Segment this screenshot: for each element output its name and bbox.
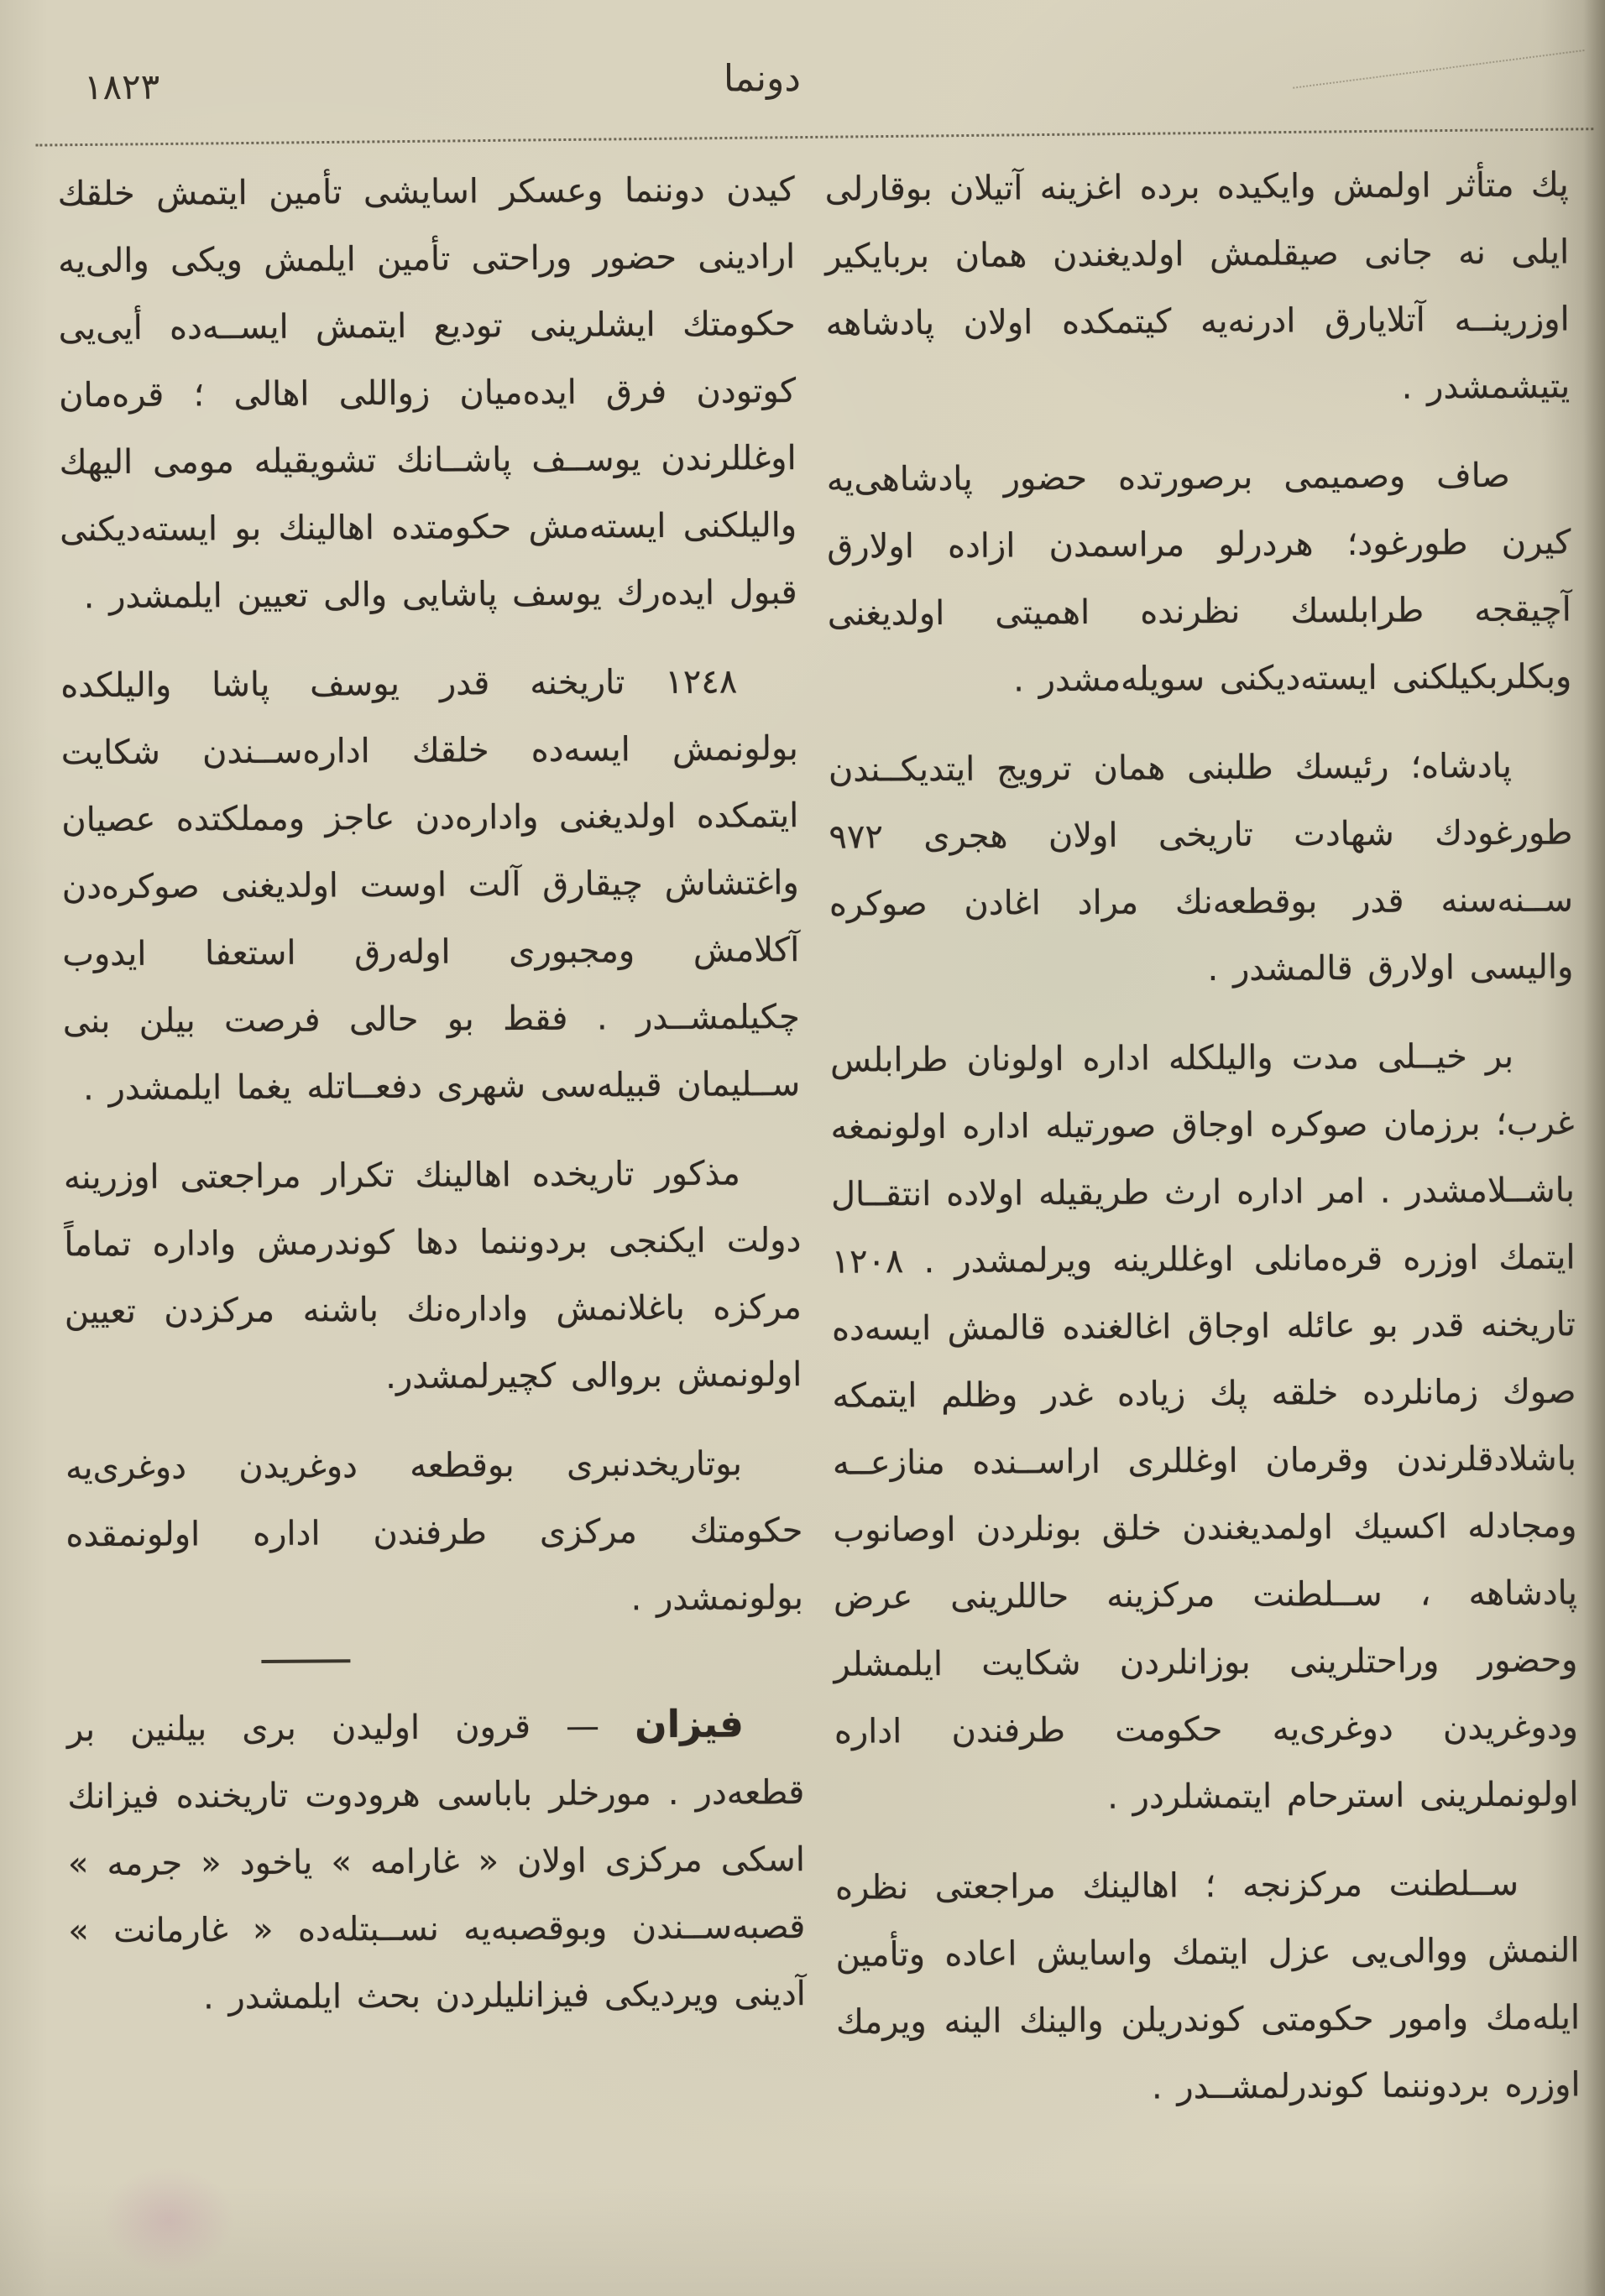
body-paragraph: ١٢٤٨ تاريخنه قدر يوسف پاشا واليلكده بولونمش ايسه‌ده خلقك اداره‌ســندن شكايت ايتمكده اولديغنى واداره‌دن عاجز ومملكتده عصيان واغتشاش چيقارق آلت اوست اولديغنى صوكره‌دن آكلامش ومجبورى اوله‌رق استعفا ايدوب چكيلمشــدر . فقط بو حالى فرصت بيلن بنى ســليمان قبيله‌سى شهرى دفعــاتله يغما ايلمشدر . xyxy=(60,662,801,1109)
body-paragraph: ســلطنت مركزنجه ؛ اهالينك مراجعتى نظره النمش ووالى‌يى عزل ايتمك واسايش اعاده وتأمين ايله‌مك وامور حكومتى كوندريلن والينك الينه ويرمك اوزره بردوننما كوندرلمشــدر . xyxy=(834,1864,1581,2107)
text-column-left xyxy=(57,156,806,2053)
running-head: دونما xyxy=(723,56,802,101)
body-paragraph: بوتاريخدنبرى بوقطعه دوغريدن دوغرى‌يه حكومتك مركزى طرفندن اداره اولونمقده بولونمشدر . xyxy=(65,1444,804,1619)
body-paragraph: پك متأثر اولمش وايكيده برده اغزينه آتيلان بوقارلى ايلى نه جانى صيقلمش اولديغندن همان بربايكير اوزرينــه آتلايارق ادرنه‌يه كيتمكده اولان پادشاهه يتيشمشدر . xyxy=(824,165,1571,407)
body-paragraph: بر خيــلى مدت واليلكله اداره اولونان طرابلس غرب؛ برزمان صوكره اوجاق صورتيله اداره اولونمغه باشــلامشدر . امر اداره ارث طريقيله اولاده انتقــال ايتمك اوزره قره‌مانلى اوغللرينه ويرلمشدر . ١٢٠٨ تاريخنه قدر بو عائله اوجاق اغالغنده قالمش ايسه‌ده صوك زمانلرده خلقه پك زياده غدر وظلم ايتمكه باشلادقلرندن وقرمان اوغللرى اراســنده منازعــه ومجادله اكسيك اولمديغندن خلق بونلردن اوصانوب پادشاهه ، ســلطنت مركزينه حاللرينى عرض وحضور وراحتلرينى بوزانلردن شكايت ايلمشلر ودوغريدن دوغرى‌يه حكومت طرفندن اداره اولونملرينى استرحام ايتمشلردر . xyxy=(829,1036,1579,1817)
body-paragraph: پادشاه؛ رئيسك طلبنى همان ترويج ايتديكــندن طورغودك شهادت تاريخى اولان هجرى ٩٧٢ ســنه‌سنه قدر بوقطعه‌نك مراد اغادن صوكره واليسى اولارق قالمشدر . xyxy=(828,746,1574,989)
body-paragraph: كيدن دوننما وعسكر اسايشى تأمين ايتمش خلقك ارادينى حضور وراحتى تأمين ايلمش ويكى والى‌يه حكومتك ايشلرينى توديع ايتمش ايســه‌ده أيى‌يى كوتودن فرق ايده‌ميان زواللى اهالى ؛ قره‌مان اوغللرندن يوســف پاشــانك تشويقيله مومى اليهك واليلكنى ايسته‌مش حكومتده اهالينك بو ايسته‌ديكنى قبول ايده‌رك يوسف پاشايى والى تعيين ايلمشدر . xyxy=(57,170,797,617)
page-edge-shadow xyxy=(1583,0,1605,2296)
text-column-right xyxy=(824,151,1580,2144)
entry-separator-rule xyxy=(261,1659,350,1663)
body-paragraph: صاف وصميمى برصورتده حضور پادشاهى‌يه كيرن طورغود؛ هردرلو مراسمدن ازاده اولارق آچيقجه طرابلسك نظرنده اهميتى اولديغنى وبكلربكيلكنى ايسته‌ديكنى سويله‌مشدر . xyxy=(826,456,1572,700)
paper-stain xyxy=(81,2148,257,2291)
page-number: ١٨٢٣ xyxy=(83,65,160,108)
body-paragraph: مذكور تاريخده اهالينك تكرار مراجعتى اوزرينه دولت ايكنجى بردوننما دها كوندرمش واداره تماماً مركزه باغلانمش واداره‌نك باشنه مركزدن تعيين اولونمش بروالى كچيرلمشدر. xyxy=(63,1154,802,1397)
entry-headword: فيزان xyxy=(635,1701,745,1747)
header-dotted-rule xyxy=(35,128,1593,146)
entry-paragraph: فيزان — قرون اوليدن برى بيلنين بر قطعه‌در . مورخلر باباسى هرودوت تاريخنده فيزانك اسكى مركزى اولان « غارامه » ياخود « جرمه » قصبه‌ســندن وبوقصبه‌يه نســبتله‌ده « غارمانت » آدينى ويرديكى فيزانليلردن بحث ايلمشدر . xyxy=(66,1701,806,2017)
